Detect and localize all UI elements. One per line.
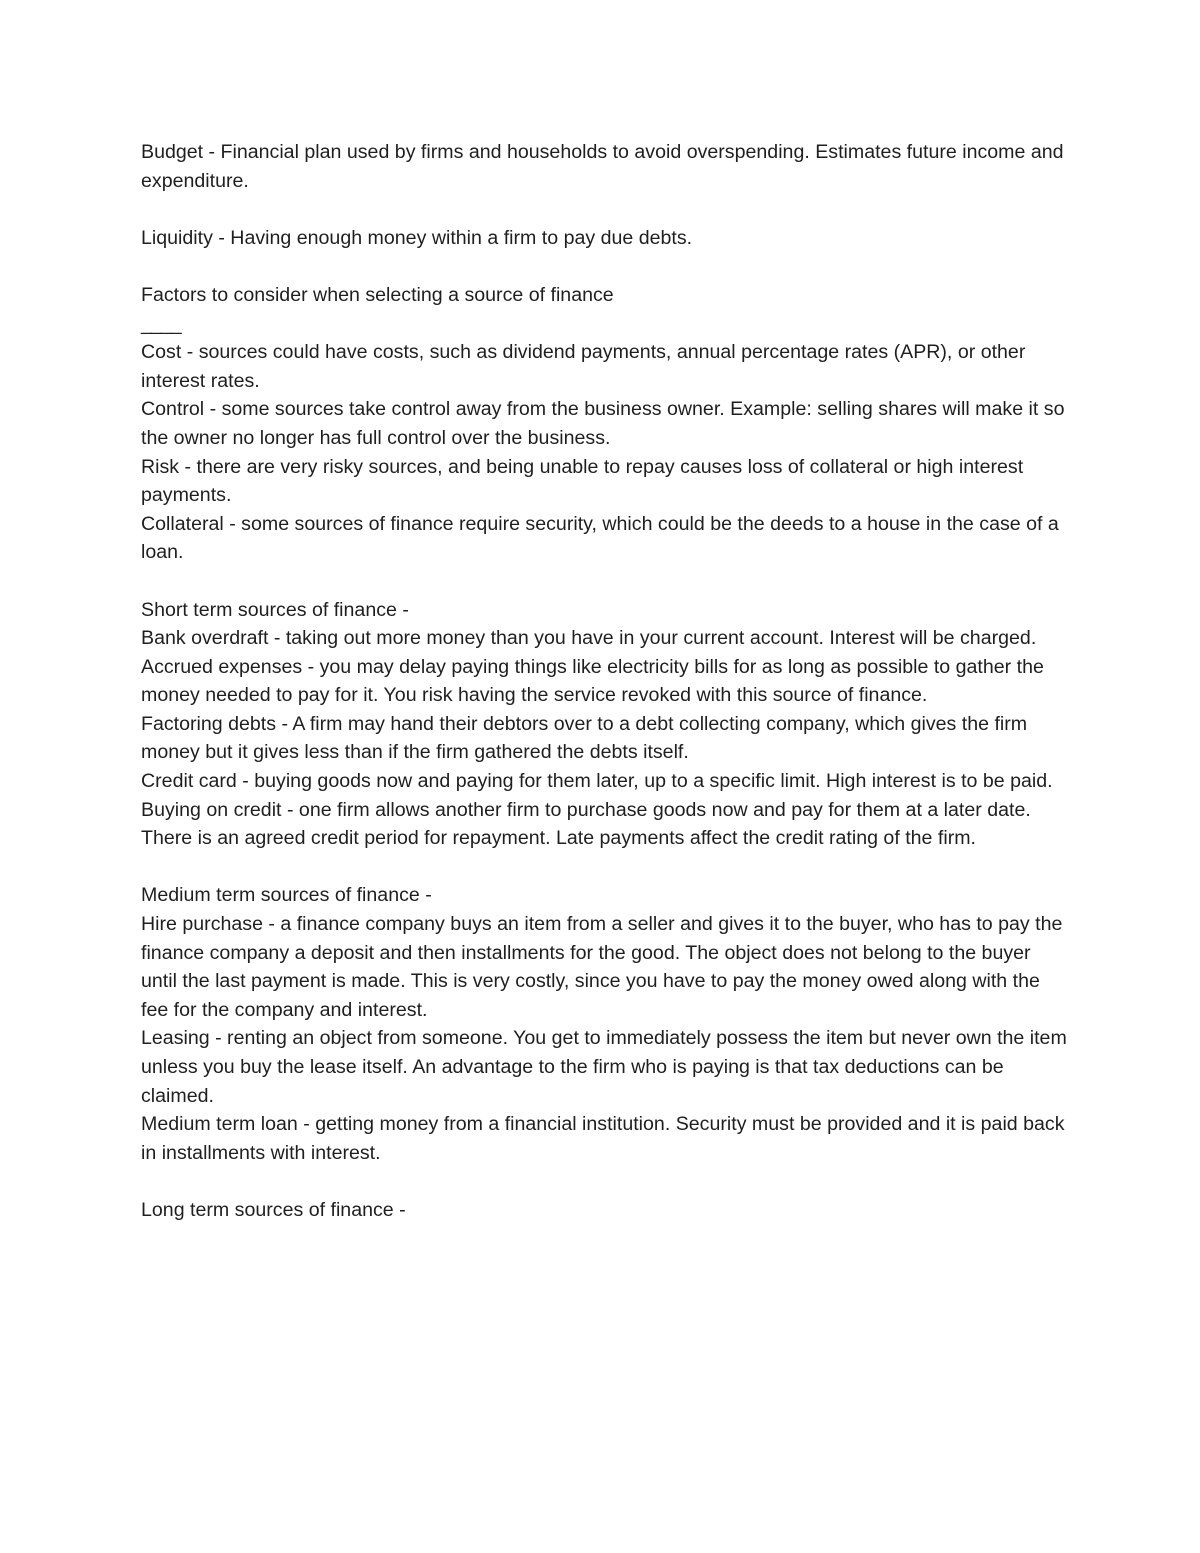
long-term-heading: Long term sources of finance - xyxy=(141,1198,406,1221)
factor-item: Control - some sources take control away from the business owner. Example: selling shares will make it so the owner no longer has full control over the business. xyxy=(141,398,1065,449)
short-term-heading: Short term sources of finance - xyxy=(141,598,409,621)
spacer xyxy=(141,252,1071,281)
short-term-item: Bank overdraft - taking out more money than you have in your current account. Interest will be charged. xyxy=(141,627,1037,650)
factor-item: Cost - sources could have costs, such as dividend payments, annual percentage rates (APR), or other interest rates. xyxy=(141,341,1026,392)
liquidity-definition: Liquidity - Having enough money within a firm to pay due debts. xyxy=(141,226,693,249)
short-term-item: Accrued expenses - you may delay paying things like electricity bills for as long as possible to gather the money needed to pay for it. You risk having the service revoked with this source of finance. xyxy=(141,655,1044,707)
spacer xyxy=(141,853,1071,882)
medium-term-heading: Medium term sources of finance - xyxy=(141,884,432,907)
short-term-item: Factoring debts - A firm may hand their debtors over to a debt collecting company, which gives the firm money but it gives less than if the firm gathered the debts itself. xyxy=(141,712,1028,764)
short-term-item: Credit card - buying goods now and paying for them later, up to a specific limit. High interest is to be paid. xyxy=(141,770,1053,793)
factors-heading: Factors to consider when selecting a source of finance xyxy=(141,283,614,306)
medium-term-item: Hire purchase - a finance company buys an item from a seller and gives it to the buyer, who has to pay the finance company a deposit and then installments for the good. The object does not belong to the buyer until the last payment is made. This is very costly, since you have to pay the money owed along with the fee for the company and interest. xyxy=(141,913,1063,1021)
medium-term-item: Leasing - renting an object from someone. You get to immediately possess the item but never own the item unless you buy the lease itself. An advantage to the firm who is paying is that tax deductions can be claimed. xyxy=(141,1027,1067,1107)
spacer xyxy=(141,1167,1071,1196)
short-term-item: Buying on credit - one firm allows another firm to purchase goods now and pay for them at a later date. There is an agreed credit period for repayment. Late payments affect the credit rating of the firm. xyxy=(141,798,1031,850)
factor-item: Risk - there are very risky sources, and being unable to repay causes loss of collateral or high interest payments. xyxy=(141,455,1024,507)
factors-rule: ____ xyxy=(141,312,181,335)
document-page xyxy=(141,138,1071,1225)
spacer xyxy=(141,567,1071,596)
medium-term-item: Medium term loan - getting money from a financial institution. Security must be provided and it is paid back in installments with interest. xyxy=(141,1113,1065,1164)
spacer xyxy=(141,195,1071,224)
factor-item: Collateral - some sources of finance require security, which could be the deeds to a house in the case of a loan. xyxy=(141,512,1059,564)
budget-definition: Budget - Financial plan used by firms and households to avoid overspending. Estimates future income and expenditure. xyxy=(141,141,1064,192)
